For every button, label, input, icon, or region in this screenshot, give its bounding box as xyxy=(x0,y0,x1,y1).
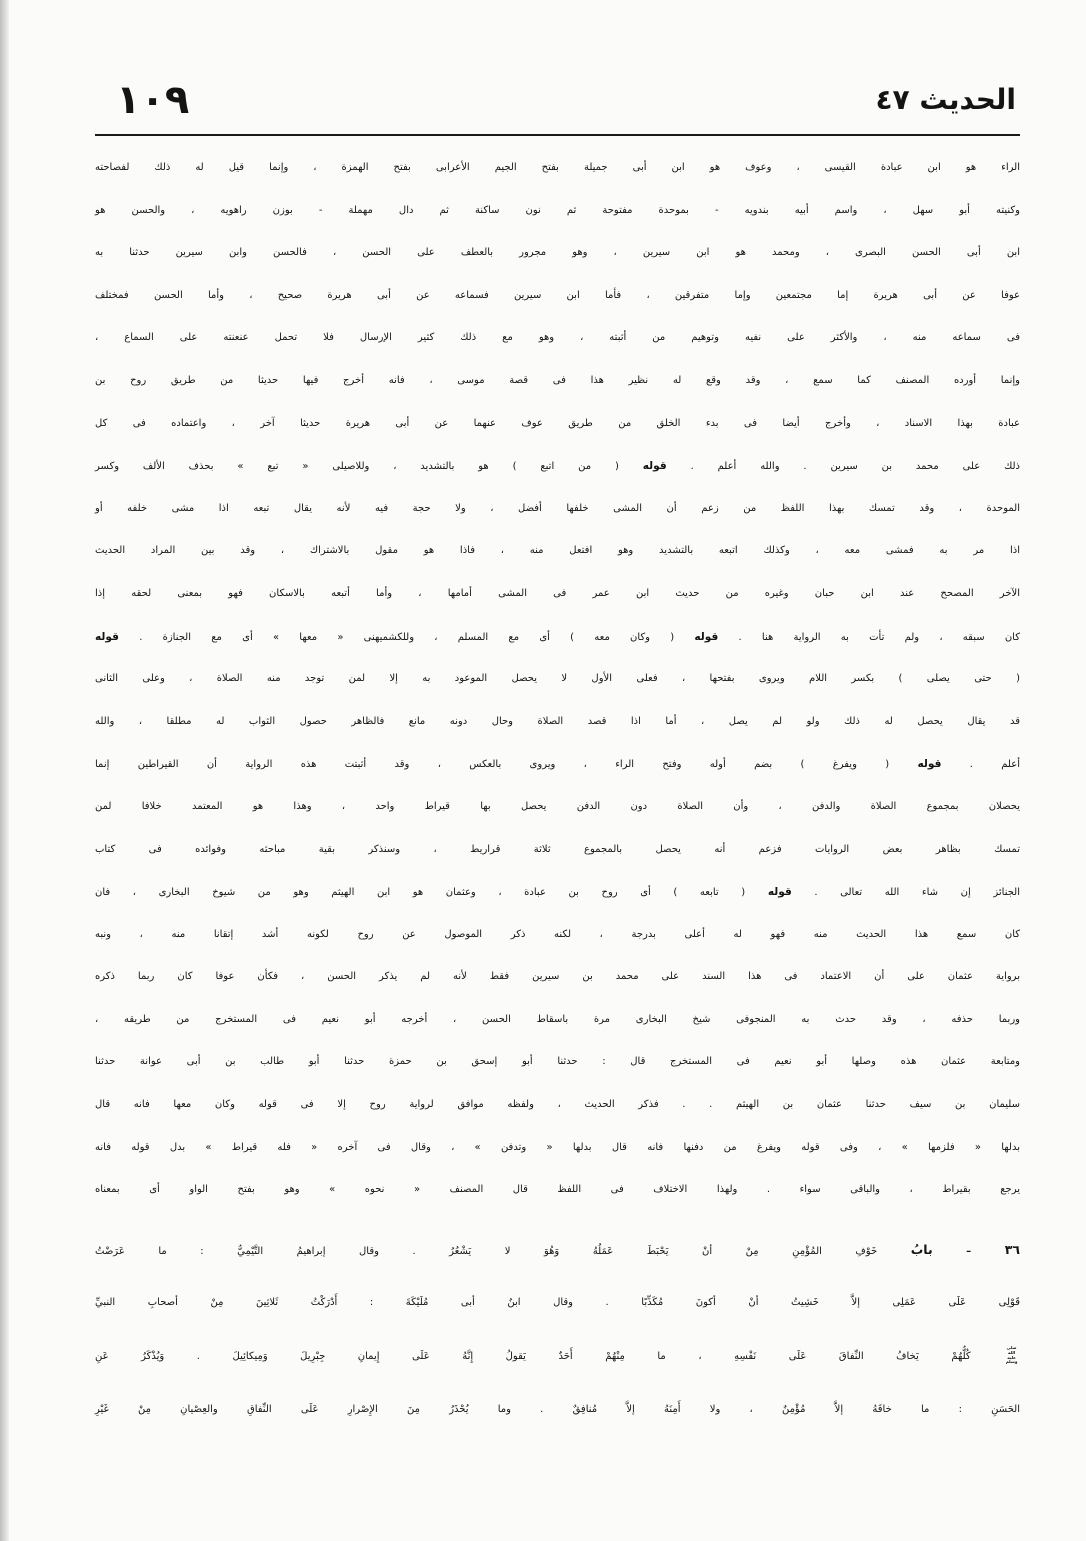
commentary-line xyxy=(95,914,1020,957)
commentary-line xyxy=(95,701,1020,744)
commentary-line xyxy=(95,360,1020,403)
text-run: يحصلان بمجموع الصلاة والدفن ، وأن الصلاة دون الدفن يحصل بها قيراط واحد ، وهذا هو المعتمد خلافا لمن xyxy=(95,800,1020,812)
text-run: ( حتى يصلى ) بكسر اللام ويروى بفتحها ، فعلى الأول لا يحصل الموعود به إلا لمن توجد منه الصلاة ، وعلى الثانى xyxy=(95,673,1020,685)
text-run: الجنائز إن شاء الله تعالى . xyxy=(791,887,1020,899)
commentary-line xyxy=(95,786,1020,829)
text-run: الموحدة ، وقد تمسك بهذا اللفظ من زعم أن المشى خلفها أفضل ، ولا حجة فيه لأنه يقال تبعه اذا مشى خلفه أو xyxy=(95,502,1020,514)
commentary-line xyxy=(95,403,1020,446)
commentary-line xyxy=(95,1169,1020,1212)
chapter-line: الحَسَنِ : ما خافَهُ إلاَّ مُؤْمِنٌ ، ولا أَمِنَهُ إلاَّ مُنافِقٌ . وما يُحْذَرُ مِنَ الإِصْرارِ عَلَى النِّفاقِ والعِصْيانِ مِنْ غَيْرِ xyxy=(95,1403,1020,1415)
lemma-keyword: قوله xyxy=(642,460,667,473)
text-run: ذلك على محمد بن سيرين . والله أعلم . xyxy=(666,461,1020,473)
lemma-keyword: قوله xyxy=(694,630,719,643)
text-run: برواية عثمان على أن الاعتماد فى هذا السند على محمد بن سيرين فقط لأنه لم يذكر الحسن ، فكأن عوفا كان ربما ذكره xyxy=(95,971,1020,983)
text-run: كان سبقه ، ولم تأت به الرواية هنا . xyxy=(718,631,1020,643)
chapter-title-text: خَوْفِ المُؤْمِنِ مِنْ أنْ يَحْبَطَ عَمَلُهُ وَهُوَ لا يَشْعُرُ . وقال إبراهيمُ التَّيْمِيُّ : ما عَرَضْتُ xyxy=(95,1246,878,1257)
running-title: الحديث ٤٧ xyxy=(875,83,1016,116)
chapter-dash: – xyxy=(966,1246,972,1257)
text-run: وإنما أورده المصنف كما سمع ، وقد وقع له نظير هذا فى قصة موسى ، فانه أخرج فيها حديثا من طريق روح بن xyxy=(95,374,1020,386)
commentary-line xyxy=(95,488,1020,531)
commentary-line xyxy=(95,147,1020,190)
text-run: الآخر المصحح عند ابن حبان وغيره من حديث ابن عمر فى المشى أمامها ، وأما أتبعه بالاسكان فهو بمعنى لحقه إذا xyxy=(95,587,1020,599)
text-run: اذا مر به فمشى معه ، وكذلك اتبعه بالتشديد وهو افتعل منه ، فاذا هو مقول بالاشتراك ، وقد بين المراد الحديث xyxy=(95,545,1020,557)
text-run: ( وكان معه ) أى مع المسلم ، وللكشميهنى « معها » أى مع الجنازة . xyxy=(118,631,695,643)
commentary-line xyxy=(95,743,1020,786)
scan-edge-shadow xyxy=(0,0,9,1541)
chapter-heading-line xyxy=(95,1223,1020,1276)
chapter-line xyxy=(95,1330,1020,1383)
lemma-keyword: قوله xyxy=(917,758,942,771)
commentary-line xyxy=(95,317,1020,360)
text-run: تمسك بظاهر بعض الروايات فزعم أنه يحصل بالمجموع ثلاثة قراريط ، وسنذكر بقية مباحثه وفوائده فى كتاب xyxy=(95,843,1020,855)
chapter-number: ٣٦ xyxy=(1004,1242,1020,1257)
commentary-line xyxy=(95,658,1020,701)
commentary-body xyxy=(95,147,1020,1212)
commentary-line xyxy=(95,275,1020,318)
text-run: ابن أبى الحسن البصرى ، ومحمد هو ابن سيرين ، وهو مجرور بالعطف على الحسن ، فالحسن وابن سيرين حدثنا به xyxy=(95,247,1020,259)
text-run: ( من اتبع ) هو بالتشديد ، وللاصيلى « تبع » بحذف الألف وكسر xyxy=(95,461,643,473)
page-number: ١٠٩ xyxy=(116,77,190,123)
commentary-line xyxy=(95,1041,1020,1084)
commentary-line xyxy=(95,232,1020,275)
header-rule xyxy=(95,134,1020,136)
chapter-label: بابُ xyxy=(910,1242,933,1257)
text-run: أعلم . xyxy=(941,759,1020,771)
salutation-ligature: صلى الله عليه وسلم xyxy=(1005,1344,1018,1365)
text-run: سليمان بن سيف حدثنا عثمان بن الهيثم . . فذكر الحديث ، ولفظه موافق لرواية روح إلا فى قوله وكان معها فانه قال xyxy=(95,1099,1020,1111)
text-run: قد يقال يحصل له ذلك ولو لم يصل ، أما اذا قصد الصلاة وحال دونه مانع فالظاهر حصول الثواب له مطلقا ، والله xyxy=(95,715,1020,727)
lemma-keyword: قوله xyxy=(95,630,119,643)
chapter-line: قَوْلِى عَلَى عَمَلِى إلاَّ خَشِيتُ أنْ أكونَ مُكَذِّبًا . وقال ابنُ أبى مُلَيْكَةَ : أَدْرَكْتُ ثَلاثِينَ مِنْ أصحابِ النبيِّ xyxy=(95,1297,1020,1309)
text-run: فى سماعه منه ، والأكثر على نفيه وتوهيم من أثبته ، وهو مع ذلك كثير الإرسال فلا تحمل عنعنته على السماع ، xyxy=(95,332,1020,344)
chapter-section xyxy=(95,1223,1020,1436)
commentary-line xyxy=(95,573,1020,616)
commentary-line xyxy=(95,1084,1020,1127)
commentary-line xyxy=(95,190,1020,233)
commentary-line xyxy=(95,999,1020,1042)
chapter-line-text: كُلُّهُمْ يَخافُ النِّفاقَ عَلَى نَفْسِهِ ، ما مِنْهُمْ أَحَدٌ يَقولُ إِنَّهُ عَلَى إِيمانِ جِبْرِيلَ وَمِيكائِيلَ . وَيُذْكَرُ عَنِ xyxy=(95,1350,971,1362)
text-run: كان سمع هذا الحديث منه فهو له أعلى بدرجة ، لكنه ذكر الموصول عن روح لكونه أشد إتقانا منه ، ونبه xyxy=(95,928,1020,940)
text-run: ( تابعه ) أى روح بن عبادة ، وعثمان هو ابن الهيثم وهو من شيوخ البخارى ، فان xyxy=(95,887,768,899)
text-run: ومتابعة عثمان هذه وصلها أبو نعيم فى المستخرج قال : حدثنا أبو إسحق بن حمزة حدثنا أبو طالب بن أبى عوانة حدثنا xyxy=(95,1056,1020,1068)
commentary-line xyxy=(95,956,1020,999)
text-run: عوفا عن أبى هريرة إما مجتمعين وإما متفرقين ، فأما ابن سيرين فسماعه عن أبى هريرة صحيح ، وأما الحسن فمختلف xyxy=(95,289,1020,301)
text-run: وكنيته أبو سهل ، واسم أبيه بندويه - بموحدة مفتوحة ثم نون ساكنة ثم دال مهملة - بوزن راهويه ، والحسن هو xyxy=(95,204,1020,216)
text-run: الراء هو ابن عبادة القيسى ، وعوف هو ابن أبى جميلة بفتح الجيم الأعرابى بفتح الهمزة ، وإنما قيل له ذلك لفصاحته xyxy=(95,162,1020,173)
commentary-line xyxy=(95,1127,1020,1170)
text-run: وربما حذفه ، وقد حدث به المنجوفى شيخ البخارى مرة باسقاط الحسن ، أخرجه أبو نعيم فى المستخرج من طريقه ، xyxy=(95,1013,1020,1025)
commentary-line xyxy=(95,829,1020,872)
text-run: بدلها « فلزمها » ، وفى قوله ويفرغ من دفنها فانه قال بدلها « وتدفن » ، وقال فى آخره « فله قيراط » بدل قوله فانه xyxy=(95,1141,1020,1153)
commentary-line xyxy=(95,616,1020,659)
commentary-line xyxy=(95,871,1020,914)
text-run: يرجع بقيراط ، والباقى سواء . ولهذا الاختلاف فى اللفظ قال المصنف « نحوه » وهو بفتح الواو أى بمعناه xyxy=(95,1184,1020,1196)
commentary-line xyxy=(95,445,1020,488)
lemma-keyword: قوله xyxy=(767,886,792,899)
text-run: ( ويفرغ ) بضم أوله وفتح الراء ، ويروى بالعكس ، وقد أثبتت هذه الرواية أن القيراطين إنما xyxy=(95,759,918,771)
commentary-line xyxy=(95,530,1020,573)
text-run: عبادة بهذا الاسناد ، وأخرج أيضا فى بدء الخلق من طريق عوف عنهما عن أبى هريرة حديثا آخر ، واعتماده فى كل xyxy=(95,417,1020,429)
